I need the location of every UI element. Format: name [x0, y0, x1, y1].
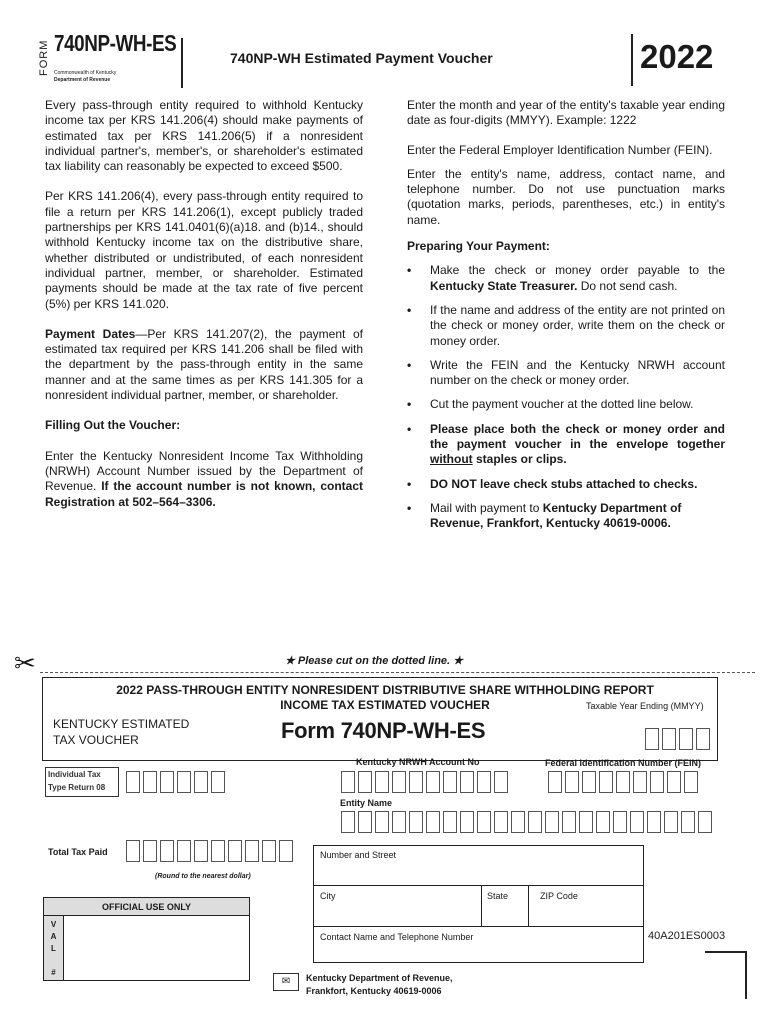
step-tail: Do not send cash. [577, 278, 678, 293]
payment-dates-text: —Per KRS 141.207(2), the payment of estimated tax required per KRS 141.206 shall be filed with the department by the pass-through entity in the same manner and at the same times as per KRS 141.305 for a nonresident individual partner, member, or shareholder. [45, 326, 364, 403]
scissors-icon: ✂ [14, 648, 36, 678]
year-divider [631, 34, 633, 86]
val-side-label: V A L # [44, 916, 64, 980]
page-title: 740NP-WH Estimated Payment Voucher [230, 50, 493, 66]
form-number: 740NP-WH-ES [54, 30, 177, 56]
list-item: • Write the FEIN and the Kentucky NRWH account number on the check or money order. [407, 358, 725, 389]
list-item [407, 422, 725, 468]
step-payee: Kentucky State Treasurer. [430, 278, 578, 293]
voucher-title-1: 2022 PASS-THROUGH ENTITY NONRESIDENT DISTRIBUTIVE SHARE WITHHOLDING REPORT [116, 683, 654, 697]
envelope-icon: ✉ [273, 973, 299, 991]
para-payment-dates [45, 327, 363, 403]
instructions-right [407, 98, 725, 541]
state-field[interactable]: State [487, 891, 509, 901]
mail-line-2: Frankfort, Kentucky 40619-0006 [306, 986, 442, 996]
street-field[interactable]: Number and Street [320, 850, 397, 860]
step-without: without [430, 452, 473, 467]
voucher-form-name: Form 740NP-WH-ES [281, 718, 486, 743]
step-mail-dept: Kentucky Department of [542, 500, 682, 515]
para-withholding: Per KRS 141.206(4), every pass-through entity required to file a return per KRS 141.206(1), except publicly traded partnerships per KRS 141.0401(6)(a)18. and (b)14., should withhold Kentucky income tax on the distributive share, whether distributed or undistributed, of each nonresident individual partner, member, or shareholder. Estimated payments should be made at the tax rate of five percent (5%) per KRS 141.020. [45, 189, 363, 311]
form-label: FORM [38, 39, 50, 77]
cut-instruction: ★ Please cut on the dotted line. ★ [285, 655, 464, 667]
round-note: (Round to the nearest dollar) [155, 873, 251, 880]
para-nrwh-account [45, 449, 363, 510]
total-tax-input[interactable] [126, 840, 296, 862]
official-use-header: OFFICIAL USE ONLY [44, 898, 249, 916]
header-divider [181, 38, 183, 88]
individual-tax-boxes[interactable] [126, 771, 228, 793]
taxable-year-boxes[interactable] [645, 728, 713, 750]
para-estimated-requirement: Every pass-through entity required to withhold Kentucky income tax per KRS 141.206(4) should make payments of estimated tax per KRS 141.206(5) if a nonresident individual partner's, member's, or shareholder's estimated tax liability can reasonably be expected to exceed $500. [45, 98, 363, 174]
payment-dates-label: Payment Dates [45, 326, 136, 341]
address-divider-v1 [481, 885, 482, 926]
taxable-year-label: Taxable Year Ending (MMYY) [586, 701, 704, 711]
ky-estimated-label [53, 716, 189, 748]
org-line-2: Department of Revenue [54, 77, 111, 83]
ky-est-line-2: TAX VOUCHER [53, 733, 139, 747]
step-staples: staples or clips. [472, 452, 567, 467]
nrwh-account-label: Kentucky NRWH Account No [356, 757, 480, 767]
step-mail-text: Mail with payment to [430, 500, 543, 515]
para-entity-name: Enter the entity's name, address, contact name, and telephone number. Do not use punctuation marks (quotation marks, periods, parentheses, etc.) in entity's name. [407, 166, 725, 227]
zip-field[interactable]: ZIP Code [540, 891, 578, 901]
payment-steps [407, 263, 725, 531]
list-item [407, 263, 725, 294]
individual-tax-type [45, 767, 119, 797]
nrwh-contact: If the account number is not known, contact Registration at 502–564–3306. [45, 479, 363, 509]
mailing-address [306, 972, 453, 998]
form-code: 40A201ES0003 [648, 930, 726, 942]
step-text: Make the check or money order payable to the [430, 263, 725, 278]
address-divider-v2 [528, 885, 529, 926]
ky-est-line-1: KENTUCKY ESTIMATED [53, 717, 190, 731]
fein-input[interactable] [548, 771, 701, 793]
instructions-left [45, 98, 363, 510]
list-item [407, 501, 725, 532]
corner-mark-vertical [745, 951, 747, 999]
step-envelope: Please place both the check or money order and the payment voucher in the envelope together [430, 421, 725, 452]
entity-name-input[interactable] [341, 811, 715, 833]
ind-tax-line-2: Type Return 08 [48, 783, 106, 792]
address-divider-2 [313, 926, 644, 927]
step-mail-city: Revenue, Frankfort, Kentucky 40619-0006. [430, 516, 671, 531]
heading-filling-out: Filling Out the Voucher: [45, 418, 181, 433]
corner-mark-horizontal [705, 951, 747, 953]
entity-name-label: Entity Name [340, 798, 393, 808]
nrwh-account-input[interactable] [341, 771, 511, 793]
fein-label: Federal Identification Number (FEIN) [545, 758, 702, 768]
dotted-cut-line [40, 672, 755, 673]
nrwh-text: Enter the Kentucky Nonresident Income Tax Withholding (NRWH) Account Number issued by the Department of Revenue. [45, 448, 363, 494]
address-box [313, 845, 644, 963]
para-fein: Enter the Federal Employer Identification Number (FEIN). [407, 142, 713, 157]
voucher-title-2: INCOME TAX ESTIMATED VOUCHER [280, 698, 490, 712]
mail-line-1: Kentucky Department of Revenue, [306, 973, 453, 983]
heading-preparing: Preparing Your Payment: [407, 239, 550, 254]
tax-year: 2022 [640, 38, 714, 75]
org-line-1: Commonwealth of Kentucky [54, 70, 117, 76]
para-taxable-year: Enter the month and year of the entity's taxable year ending date as four-digits (MMYY). Example: 1222 [407, 98, 725, 128]
ind-tax-line-1: Individual Tax [48, 770, 101, 779]
list-item: • DO NOT leave check stubs attached to checks. [407, 477, 725, 492]
contact-field[interactable]: Contact Name and Telephone Number [320, 932, 474, 942]
address-divider-1 [313, 885, 644, 886]
list-item: • Cut the payment voucher at the dotted line below. [407, 397, 725, 412]
city-field[interactable]: City [320, 891, 336, 901]
list-item: • If the name and address of the entity are not printed on the check or money order, write them on the check or money order. [407, 303, 725, 349]
total-tax-label: Total Tax Paid [48, 847, 108, 857]
